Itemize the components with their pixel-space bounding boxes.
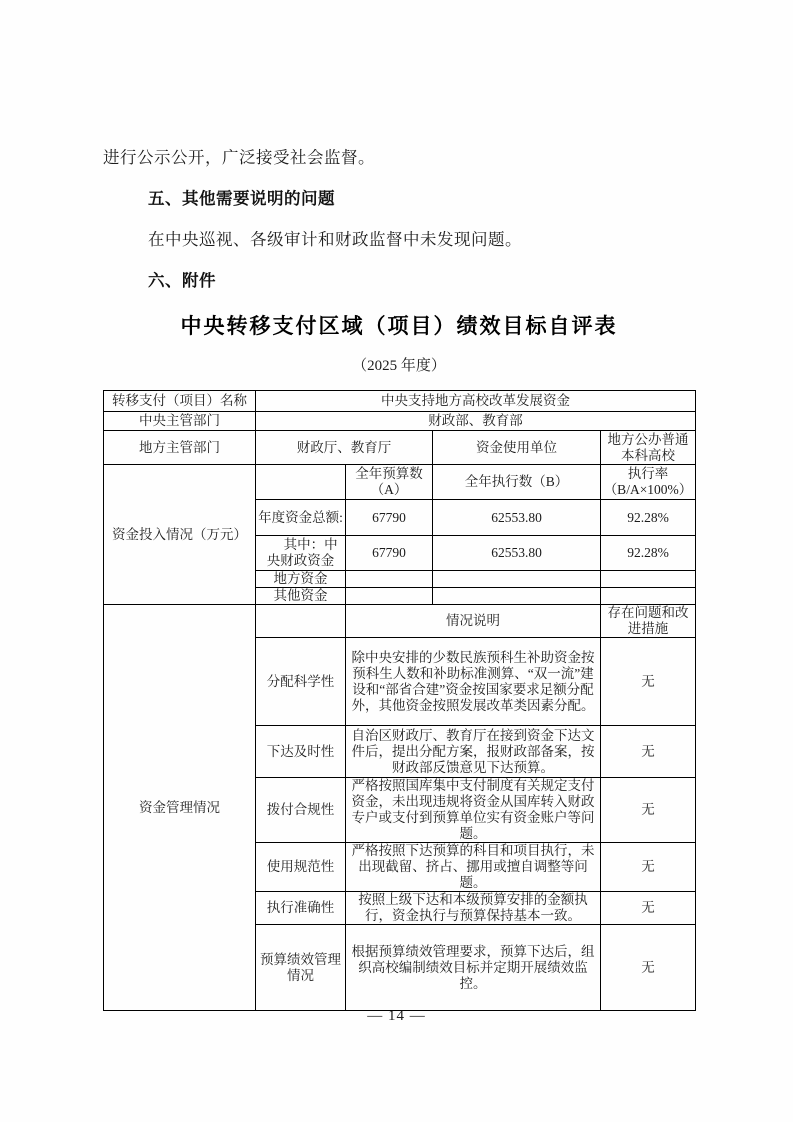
table-row — [104, 605, 696, 638]
rate-value: 92.28% — [601, 536, 696, 571]
body-paragraph: 在中央巡视、各级审计和财政监督中未发现问题。 — [148, 230, 522, 249]
management-row-label: 执行准确性 — [256, 892, 346, 925]
section-heading-five: 五、其他需要说明的问题 — [148, 190, 335, 208]
rate-value — [601, 571, 696, 588]
funding-col-rate-line2: （B/A×100%） — [603, 482, 693, 497]
management-section-label: 资金管理情况 — [104, 605, 256, 1011]
budget-value: 67790 — [346, 500, 433, 536]
table-row — [104, 391, 696, 412]
funding-row-label: 地方资金 — [256, 571, 346, 588]
central-dept-label: 中央主管部门 — [104, 412, 256, 431]
rate-value: 92.28% — [601, 500, 696, 536]
budget-value — [346, 571, 433, 588]
funding-row-label: 其中：中央财政资金 — [256, 536, 346, 571]
exec-value: 62553.80 — [433, 536, 601, 571]
budget-value: 67790 — [346, 536, 433, 571]
management-row-label: 拨付合规性 — [256, 778, 346, 843]
central-dept-value: 财政部、教育部 — [256, 412, 696, 431]
funding-row-label: 其他资金 — [256, 588, 346, 605]
table-row — [104, 465, 696, 500]
exec-value: 62553.80 — [433, 500, 601, 536]
management-blank-cell — [256, 605, 346, 638]
funding-col-budget: 全年预算数（A） — [346, 465, 433, 500]
fund-user-label: 资金使用单位 — [433, 431, 601, 465]
funding-col-exec: 全年执行数（B） — [433, 465, 601, 500]
management-row-desc: 严格按照下达预算的科目和项目执行，未出现截留、挤占、挪用或擅自调整等问题。 — [346, 843, 601, 892]
rate-value — [601, 588, 696, 605]
fund-user-value: 地方公办普通本科高校 — [601, 431, 696, 465]
funding-col-rate-line1: 执行率 — [627, 466, 669, 481]
management-row-label: 下达及时性 — [256, 726, 346, 778]
transfer-name-label: 转移支付（项目）名称 — [104, 391, 256, 412]
management-row-label: 分配科学性 — [256, 638, 346, 726]
intro-paragraph: 进行公示公开，广泛接受社会监督。 — [103, 148, 375, 167]
management-row-desc: 按照上级下达和本级预算安排的金额执行，资金执行与预算保持基本一致。 — [346, 892, 601, 925]
transfer-name-value: 中央支持地方高校改革发展资金 — [256, 391, 696, 412]
self-evaluation-table — [103, 390, 696, 1011]
management-row-issue: 无 — [601, 925, 696, 1011]
management-row-desc: 严格按照国库集中支付制度有关规定支付资金，未出现违规将资金从国库转入财政专户或支付到预算单位实有资金账户等问题。 — [346, 778, 601, 843]
management-row-desc: 除中央安排的少数民族预科生补助资金按预科生人数和补助标准测算、“双一流”建设和“部省合建”资金按国家要求足额分配外，其他资金按照发展改革类因素分配。 — [346, 638, 601, 726]
table-row — [104, 412, 696, 431]
management-row-issue: 无 — [601, 892, 696, 925]
management-row-issue: 无 — [601, 638, 696, 726]
table-title: 中央转移支付区域（项目）绩效目标自评表 — [180, 314, 618, 338]
page-number: — 14 — — [367, 1008, 426, 1024]
funding-section-label: 资金投入情况（万元） — [104, 465, 256, 605]
table-row — [104, 431, 696, 465]
budget-value — [346, 588, 433, 605]
local-dept-label: 地方主管部门 — [104, 431, 256, 465]
funding-blank-cell — [256, 465, 346, 500]
management-row-desc: 自治区财政厅、教育厅在接到资金下达文件后，提出分配方案，报财政部备案，按财政部反馈意见下达预算。 — [346, 726, 601, 778]
management-col-issue: 存在问题和改进措施 — [601, 605, 696, 638]
management-row-issue: 无 — [601, 778, 696, 843]
table-subtitle: （2025 年度） — [352, 358, 446, 374]
management-row-issue: 无 — [601, 726, 696, 778]
management-col-desc: 情况说明 — [346, 605, 601, 638]
management-row-label: 预算绩效管理情况 — [256, 925, 346, 1011]
local-dept-value: 财政厅、教育厅 — [256, 431, 433, 465]
page-content — [103, 146, 695, 1011]
exec-value — [433, 588, 601, 605]
exec-value — [433, 571, 601, 588]
funding-row-label: 年度资金总额: — [256, 500, 346, 536]
section-heading-six: 六、附件 — [148, 272, 216, 290]
management-row-desc: 根据预算绩效管理要求，预算下达后，组织高校编制绩效目标并定期开展绩效监控。 — [346, 925, 601, 1011]
management-row-label: 使用规范性 — [256, 843, 346, 892]
funding-col-rate — [601, 465, 696, 500]
management-row-issue: 无 — [601, 843, 696, 892]
